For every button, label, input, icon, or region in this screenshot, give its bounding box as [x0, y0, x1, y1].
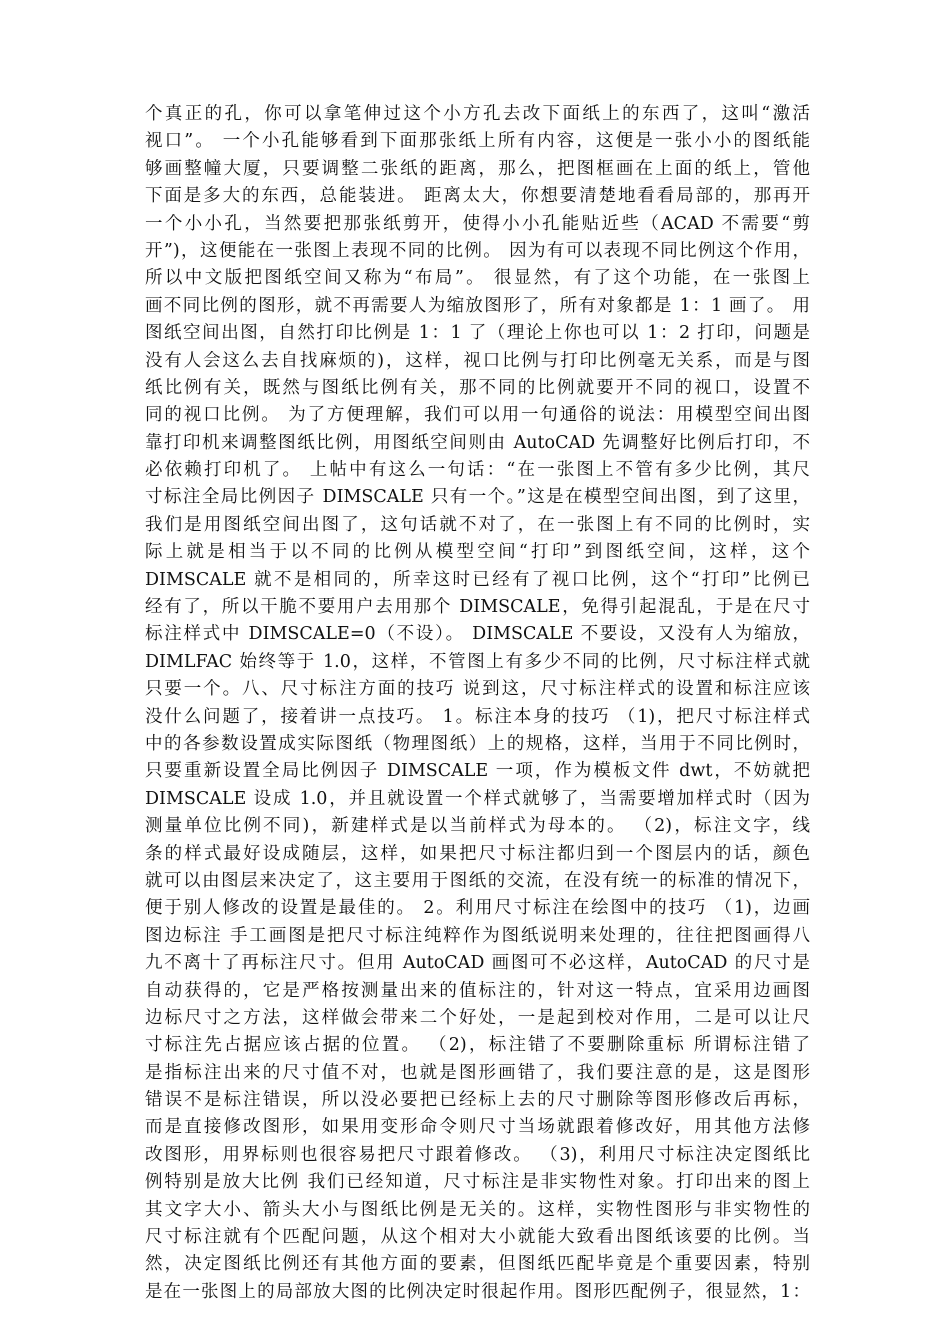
text-line: 经有了，所以干脆不要用户去用那个 DIMSCALE，免得引起混乱，于是在尺寸 — [145, 597, 810, 618]
text-line: 没什么问题了，接着讲一点技巧。 1。标注本身的技巧 （1)，把尺寸标注样式 — [145, 706, 810, 727]
text-line: 测量单位比例不同)，新建样式是以当前样式为母本的。 （2)，标注文字，线 — [145, 816, 810, 837]
text-line: DIMLFAC 始终等于 1.0，这样，不管图上有多少不同的比例，尺寸标注样式就 — [145, 651, 810, 672]
text-line: 画不同比例的图形，就不再需要人为缩放图形了，所有对象都是 1：1 画了。 用 — [145, 295, 810, 316]
text-line: 没有人会这么去自找麻烦的)，这样，视口比例与打印比例毫无关系，而是与图 — [145, 350, 810, 371]
text-line: 靠打印机来调整图纸比例，用图纸空间则由 AutoCAD 先调整好比例后打印，不 — [145, 432, 810, 453]
text-line: 我们是用图纸空间出图了，这句话就不对了，在一张图上有不同的比例时，实 — [145, 514, 810, 535]
text-line: 够画整幢大厦，只要调整二张纸的距离，那么，把图框画在上面的纸上，管他 — [145, 158, 810, 179]
text-line: 中的各参数设置成实际图纸（物理图纸）上的规格，这样，当用于不同比例时， — [145, 733, 810, 754]
text-line: DIMSCALE 就不是相同的，所幸这时已经有了视口比例，这个“打印”比例已 — [145, 569, 810, 590]
text-line: 是指标注出来的尺寸值不对，也就是图形画错了，我们要注意的是，这是图形 — [145, 1062, 810, 1083]
text-line: 错误不是标注错误，所以没必要把已经标上去的尺寸删除等图形修改后再标， — [145, 1090, 810, 1111]
text-line: 条的样式最好设成随层，这样，如果把尺寸标注都归到一个图层内的话，颜色 — [145, 843, 810, 864]
text-line: 图纸空间出图，自然打印比例是 1：1 了（理论上你也可以 1：2 打印，问题是 — [145, 323, 810, 344]
text-line: 其文字大小、箭头大小与图纸比例是无关的。这样，实物性图形与非实物性的 — [145, 1199, 810, 1220]
text-line: 是在一张图上的局部放大图的比例决定时很起作用。图形匹配例子，很显然，1： — [145, 1281, 810, 1302]
text-line: 只要重新设置全局比例因子 DIMSCALE 一项，作为模板文件 dwt，不妨就把 — [145, 761, 810, 782]
text-line: 标注样式中 DIMSCALE=0（不设）。 DIMSCALE 不要设，又没有人为缩放， — [145, 624, 810, 645]
text-line: 尺寸标注就有个匹配问题，从这个相对大小就能大致看出图纸该要的比例。当 — [145, 1227, 810, 1248]
text-line: 一个小小孔，当然要把那张纸剪开，使得小小孔能贴近些（ACAD 不需要“剪 — [145, 213, 810, 234]
text-line: 图边标注 手工画图是把尺寸标注纯粹作为图纸说明来处理的，往往把图画得八 — [145, 925, 810, 946]
text-line: 例特别是放大比例 我们已经知道，尺寸标注是非实物性对象。打印出来的图上 — [145, 1172, 810, 1193]
text-line: 同的视口比例。 为了方便理解，我们可以用一句通俗的说法：用模型空间出图 — [145, 405, 810, 426]
text-line: 便于别人修改的设置是最佳的。 2。利用尺寸标注在绘图中的技巧 （1)，边画 — [145, 898, 810, 919]
text-line: 个真正的孔，你可以拿笔伸过这个小方孔去改下面纸上的东西了，这叫“激活 — [145, 104, 810, 124]
text-line: 寸标注全局比例因子 DIMSCALE 只有一个。”这是在模型空间出图，到了这里， — [145, 487, 810, 508]
text-line: 开”)，这便能在一张图上表现不同的比例。 因为有可以表现不同比例这个作用， — [145, 240, 810, 261]
text-line: 只要一个。八、尺寸标注方面的技巧 说到这，尺寸标注样式的设置和标注应该 — [145, 679, 810, 700]
text-line: 边标尺寸之方法，这样做会带来二个好处，一是起到校对作用，二是可以让尺 — [145, 1007, 810, 1028]
text-line: 纸比例有关，既然与图纸比例有关，那不同的比例就要开不同的视口，设置不 — [145, 377, 810, 398]
text-line: 所以中文版把图纸空间又称为“布局”。 很显然，有了这个功能，在一张图上 — [145, 268, 810, 289]
text-line: 而是直接修改图形，如果用变形命令则尺寸当场就跟着修改好，用其他方法修 — [145, 1117, 810, 1138]
text-line: 视口”。 一个小孔能够看到下面那张纸上所有内容，这便是一张小小的图纸能 — [145, 131, 810, 152]
text-line: 自动获得的，它是严格按测量出来的值标注的，针对这一特点，宜采用边画图 — [145, 980, 810, 1001]
text-line: 九不离十了再标注尺寸。但用 AutoCAD 画图可不必这样，AutoCAD 的尺寸是 — [145, 953, 810, 974]
text-line: 下面是多大的东西，总能装进。 距离太大，你想要清楚地看看局部的，那再开 — [145, 186, 810, 207]
text-line: DIMSCALE 设成 1.0，并且就设置一个样式就够了，当需要增加样式时（因为 — [145, 788, 810, 809]
text-line: 寸标注先占据应该占据的位置。 （2)，标注错了不要删除重标 所谓标注错了 — [145, 1035, 810, 1056]
text-line: 必依赖打印机了。 上帖中有这么一句话：“在一张图上不管有多少比例，其尺 — [145, 460, 810, 481]
text-line: 际上就是相当于以不同的比例从模型空间“打印”到图纸空间，这样，这个 — [145, 542, 810, 563]
text-line: 改图形，用界标则也很容易把尺寸跟着修改。 （3)，利用尺寸标注决定图纸比 — [145, 1144, 810, 1165]
text-line: 就可以由图层来决定了，这主要用于图纸的交流，在没有统一的标准的情况下， — [145, 870, 810, 891]
text-line: 然，决定图纸比例还有其他方面的要素，但图纸匹配毕竟是个重要因素，特别 — [145, 1254, 810, 1275]
body-text — [145, 101, 810, 1306]
